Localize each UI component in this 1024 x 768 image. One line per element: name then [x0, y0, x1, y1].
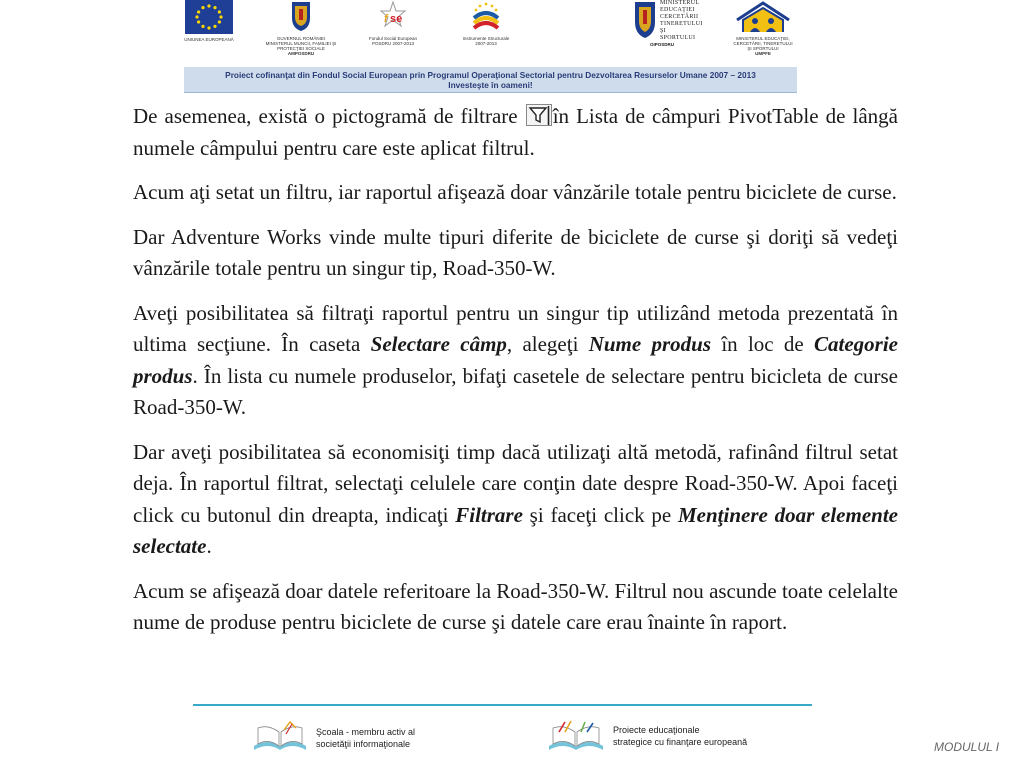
- fse-caption-2: POSDRU 2007-2013: [371, 41, 415, 46]
- paragraph-1: [133, 101, 898, 164]
- romania-crest-icon: [290, 0, 312, 32]
- mentinere-label: Menţinere doar elemente selectate: [133, 502, 898, 558]
- footer-school-logo: [250, 720, 440, 754]
- module-label: MODULUL I: [934, 740, 1000, 754]
- svg-text:f: f: [384, 13, 388, 25]
- paragraph-5-text-a: Dar aveţi posibilitatea să economisiţi timp dacă utilizaţi altă metodă, rafinând filtrul setat deja. În raportul filtrat, selectaţi celulele care conţin date despre Road-350-W. Apoi faceţi click cu butonul din dreapta, indicaţi: [133, 439, 898, 527]
- funding-banner-line-2: Investeşte în oameni!: [448, 80, 533, 90]
- categorie-produs-label: Categorie produs: [133, 332, 898, 388]
- selectare-camp-label: Selectare câmp: [370, 332, 507, 356]
- paragraph-1-text-b: în Lista de câmpuri PivotTable de lângă numele câmpului pentru care este aplicat filtrul.: [133, 104, 899, 160]
- fse-logo-icon: [373, 0, 413, 32]
- fse-logo: [364, 0, 422, 46]
- paragraph-5-text-c: şi faceţi click pe: [522, 502, 678, 527]
- paragraph-4-text-c: , alegeţi: [506, 332, 589, 356]
- government-logo: [262, 0, 340, 56]
- paragraph-2: Acum aţi setat un filtru, iar raportul afişează doar vânzările totale pentru biciclete de curse.: [133, 180, 897, 204]
- paragraph-5-text-e: .: [206, 534, 212, 558]
- structural-instruments-caption-1: Instrumente Structurale: [462, 36, 510, 41]
- eu-flag-icon: [185, 0, 233, 34]
- eu-logo: [183, 0, 235, 42]
- document-body: [133, 101, 898, 652]
- funding-banner-line-1: Proiect cofinanţat din Fondul Social European prin Programul Operaţional Sectorial pentru Dezvoltarea Resurselor Umane 2007 – 2013: [225, 70, 756, 80]
- government-caption-4: AMPOSDRU: [287, 51, 315, 56]
- ministry-title-line-1: MINISTERUL: [660, 0, 700, 6]
- footer-projects-line-2: strategice cu finanţare europeană: [613, 737, 748, 747]
- footer-projects-logo: [545, 720, 775, 754]
- ministry-title-line-4: TINERETULUI: [660, 21, 703, 27]
- paragraph-4-text-e: în loc de: [711, 332, 814, 356]
- government-caption-2: MINISTERUL MUNCII, FAMILIEI ŞI: [265, 41, 337, 46]
- ministry-caption: OIPOSDRU: [650, 42, 675, 47]
- fse-caption-1: Fondul Social European: [368, 36, 418, 41]
- footer-projects-line-1: Proiecte educaţionale: [613, 725, 700, 735]
- ministry-title-line-2: EDUCAŢIEI: [660, 7, 695, 13]
- ministry-title-line-3: CERCETĂRII: [660, 14, 699, 20]
- filtrare-label: Filtrare: [455, 502, 523, 527]
- paragraph-4-text-a: Aveţi posibilitatea să filtraţi raportul pentru un singur tip utilizând metoda prezentată în ultima secţiune. În caseta: [133, 300, 898, 356]
- footer-school-line-2: societăţii informaţionale: [316, 739, 411, 749]
- funding-banner: [184, 67, 797, 93]
- structural-instruments-logo: [458, 0, 514, 46]
- government-caption-3: PROTECŢIEI SOCIALE: [277, 46, 325, 51]
- umpfe-logo-icon: [731, 0, 795, 36]
- footer-school-line-1: Şcoala - membru activ al: [316, 727, 416, 737]
- svg-text:se: se: [390, 13, 403, 25]
- ministry-crest-icon: [632, 0, 658, 40]
- umpfe-caption-4: UMPFE: [755, 51, 771, 56]
- footer-divider: [193, 704, 812, 706]
- open-book-icon: [250, 720, 310, 752]
- umpfe-caption-1: MINISTERUL EDUCAŢIEI,: [736, 36, 790, 41]
- filter-icon: [526, 104, 552, 126]
- paragraph-1-text-a: De asemenea, există o pictogramă de filtrare: [133, 104, 525, 128]
- paragraph-5: [133, 437, 898, 563]
- paragraph-3: Dar Adventure Works vinde multe tipuri diferite de biciclete de curse şi doriţi să vedeţi vânzările totale pentru un singur tip, Road-350-W.: [133, 224, 898, 280]
- paragraph-6: Acum se afişează doar datele referitoare la Road-350-W. Filtrul nou ascunde toate celelalte nume de produse pentru biciclete de curse şi datele care erau înainte în raport.: [133, 578, 898, 634]
- paragraph-4: [133, 298, 898, 424]
- eu-caption: UNIUNEA EUROPEANĂ: [184, 37, 234, 42]
- government-caption-1: GUVERNUL ROMÂNIEI: [276, 36, 326, 41]
- ministry-title: [660, 0, 703, 42]
- structural-instruments-icon: [468, 0, 504, 34]
- structural-instruments-caption-2: 2007-2013: [475, 41, 497, 46]
- umpfe-caption-2: CERCETĂRII, TINERETULUI: [733, 41, 793, 46]
- umpfe-caption-3: ŞI SPORTULUI: [747, 46, 779, 51]
- colorful-book-icon: [545, 720, 607, 752]
- ministry-title-line-5: ŞI SPORTULUI: [660, 28, 696, 41]
- nume-produs-label: Nume produs: [588, 332, 712, 356]
- umpfe-logo: [724, 0, 802, 56]
- ministry-logo: [628, 0, 703, 48]
- paragraph-4-text-g: . În lista cu numele produselor, bifaţi casetele de selectare pentru bicicleta de curse Road-350-W.: [133, 363, 898, 419]
